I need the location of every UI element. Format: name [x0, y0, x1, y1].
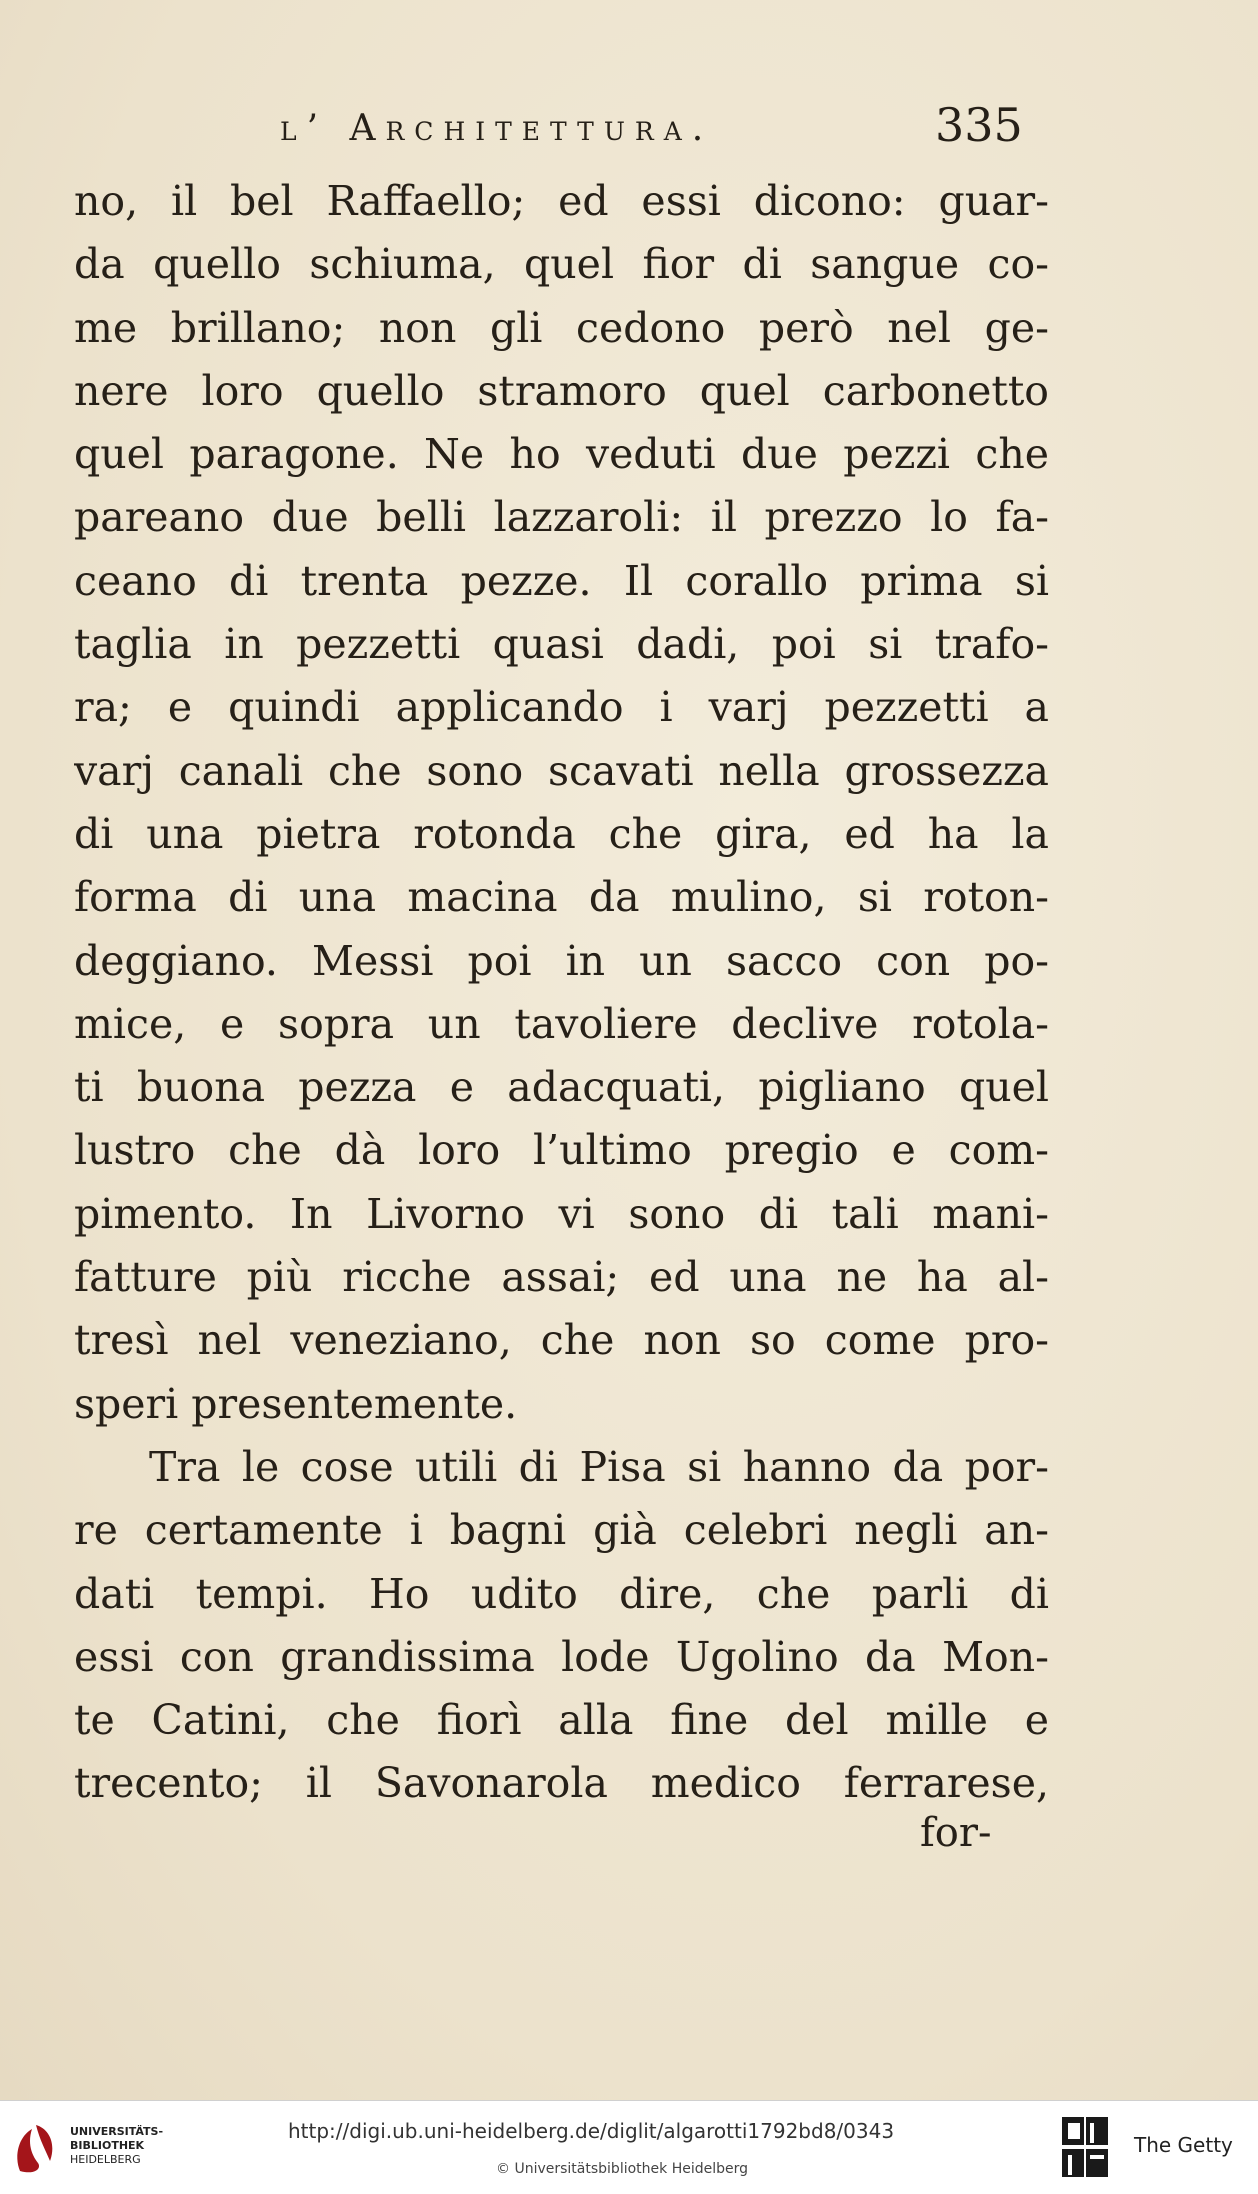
text-line: ti buona pezza e adacquati, pigliano quel: [74, 1063, 1049, 1112]
library-name-line-2: BIBLIOTHEK: [70, 2139, 145, 2152]
text-line: pimento. In Livorno vi sono di tali mani-: [74, 1189, 1049, 1238]
catchword: for-: [920, 1810, 992, 1856]
text-line: ceano di trenta pezze. Il corallo prima si: [74, 556, 1049, 605]
library-city: HEIDELBERG: [70, 2153, 141, 2166]
text-line: me brillano; non gli cedono però nel ge-: [74, 303, 1049, 352]
text-line: quel paragone. Ne ho veduti due pezzi che: [74, 430, 1049, 479]
page-number: 335: [935, 98, 1023, 152]
text-line: pareano due belli lazzaroli: il prezzo lo fa-: [74, 493, 1049, 542]
text-line: forma di una macina da mulino, si roton-: [74, 873, 1049, 922]
body-text: [74, 170, 1049, 1816]
text-line: di una pietra rotonda che gira, ed ha la: [74, 809, 1049, 858]
text-line: deggiano. Messi poi in un sacco con po-: [74, 936, 1049, 985]
text-line: da quello schiuma, quel fior di sangue co-: [74, 240, 1049, 289]
getty-logo-icon[interactable]: [1060, 2115, 1110, 2179]
paragraph-start-line: Tra le cose utili di Pisa si hanno da por-: [149, 1442, 1049, 1491]
text-line: lustro che dà loro l’ultimo pregio e com-: [74, 1126, 1049, 1175]
paragraph-end-line: speri presentemente.: [74, 1379, 518, 1428]
text-line: taglia in pezzetti quasi dadi, poi si trafo-: [74, 620, 1049, 669]
text-line: te Catini, che fiorì alla fine del mille e: [74, 1696, 1049, 1745]
text-line: nere loro quello stramoro quel carbonetto: [74, 366, 1049, 415]
running-head: [0, 92, 1258, 162]
library-seal-icon: [12, 2119, 58, 2175]
text-line: trecento; il Savonarola medico ferrarese,: [74, 1759, 1049, 1808]
copyright-notice: © Universitätsbibliothek Heidelberg: [496, 2161, 749, 2177]
text-line: ra; e quindi applicando i varj pezzetti a: [74, 683, 1049, 732]
text-line: tresì nel veneziano, che non so come pro-: [74, 1316, 1049, 1365]
text-line: dati tempi. Ho udito dire, che parli di: [74, 1569, 1049, 1618]
text-line: fatture più ricche assai; ed una ne ha al-: [74, 1253, 1049, 1302]
viewer-footer: [0, 2100, 1258, 2194]
running-head-title: l’ Architettura.: [280, 108, 714, 149]
text-line: mice, e sopra un tavoliere declive rotola-: [74, 999, 1049, 1048]
text-line: varj canali che sono scavati nella grossezza: [74, 746, 1049, 795]
text-line: re certamente i bagni già celebri negli an-: [74, 1506, 1049, 1555]
permalink-url[interactable]: http://digi.ub.uni-heidelberg.de/diglit/algarotti1792bd8/0343: [288, 2119, 895, 2143]
library-name: [70, 2125, 163, 2167]
library-name-line-1: UNIVERSITÄTS-: [70, 2125, 164, 2138]
university-library-logo[interactable]: [12, 2111, 172, 2185]
text-line: no, il bel Raffaello; ed essi dicono: guar-: [74, 177, 1049, 225]
text-line: essi con grandissima lode Ugolino da Mon-: [74, 1632, 1049, 1681]
getty-label: The Getty: [1134, 2133, 1233, 2157]
